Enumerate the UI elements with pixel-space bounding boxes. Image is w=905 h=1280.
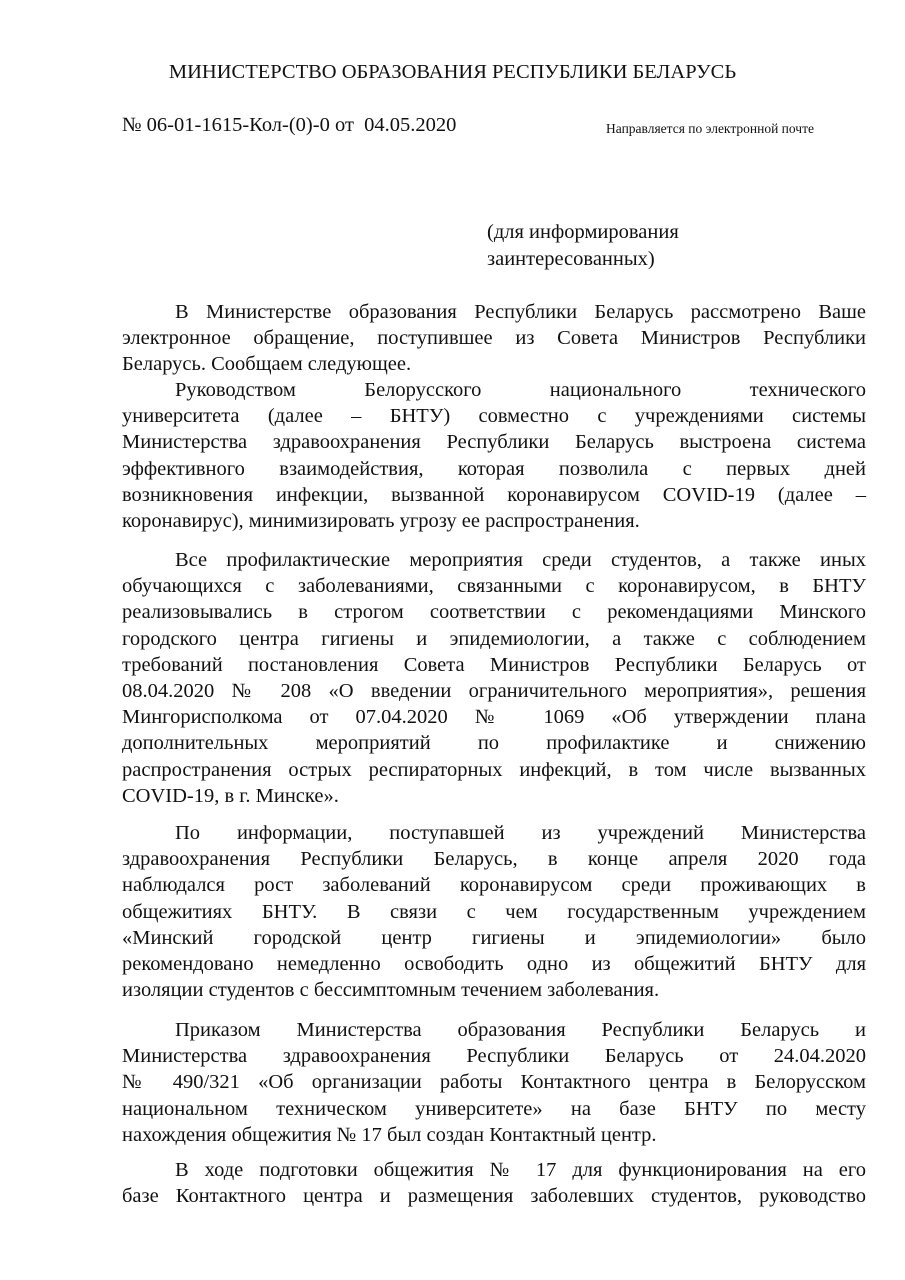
paragraph-line: требований постановления Совета Министров Республики Беларусь от xyxy=(122,653,866,676)
paragraph-line: COVID-19, в г. Минске». xyxy=(122,784,339,807)
paragraph-line: наблюдался рост заболеваний коронавирусом среди проживающих в xyxy=(122,874,866,897)
paragraph-line: 08.04.2020 № 208 «О введении ограничительного мероприятия», решения xyxy=(122,680,866,703)
paragraph-line: возникновения инфекции, вызванной коронавирусом COVID-19 (далее – xyxy=(122,483,866,506)
paragraph-line: эффективного взаимодействия, которая позволила с первых дней xyxy=(122,457,866,480)
addressee-line: заинтересованных) xyxy=(487,247,655,270)
paragraph-line: Мингорисполкома от 07.04.2020 № 1069 «Об утверждении плана xyxy=(122,706,866,729)
paragraph-line: реализовывались в строгом соответствии с рекомендациями Минского xyxy=(122,601,866,624)
paragraph-line: «Минский городской центр гигиены и эпидемиологии» было xyxy=(122,926,866,949)
paragraph xyxy=(122,1157,866,1209)
paragraph-line: коронавирус), минимизировать угрозу ее распространения. xyxy=(122,510,640,533)
paragraph-line: Министерства здравоохранения Республики Беларусь от 24.04.2020 xyxy=(122,1045,866,1068)
paragraph-line: Беларусь. Сообщаем следующее. xyxy=(122,353,412,376)
paragraph-line: По информации, поступавшей из учреждений Министерства xyxy=(175,822,866,844)
paragraph-line: В Министерстве образования Республики Беларусь рассмотрено Ваше xyxy=(175,301,866,323)
paragraph-line: нахождения общежития № 17 был создан Контактный центр. xyxy=(122,1123,657,1146)
paragraph-line: Министерства здравоохранения Республики Беларусь выстроена система xyxy=(122,431,866,454)
paragraph xyxy=(122,547,866,809)
paragraph-line: рекомендовано немедленно освободить одно из общежитий БНТУ для xyxy=(122,953,866,976)
delivery-note: Направляется по электронной почте xyxy=(606,121,814,136)
paragraph-line: обучающихся с заболеваниями, связанными с коронавирусом, в БНТУ xyxy=(122,575,866,598)
paragraph xyxy=(122,1017,866,1148)
paragraph-line: распространения острых респираторных инфекций, в том числе вызванных xyxy=(122,758,866,781)
paragraph xyxy=(122,820,866,1003)
addressee-block xyxy=(487,219,679,272)
ministry-title: МИНИСТЕРСТВО ОБРАЗОВАНИЯ РЕСПУБЛИКИ БЕЛАРУСЬ xyxy=(168,61,737,83)
paragraph-line: Все профилактические мероприятия среди студентов, а также иных xyxy=(175,549,866,571)
paragraph-line: Приказом Министерства образования Республики Беларусь и xyxy=(175,1019,866,1041)
paragraph-line: общежитиях БНТУ. В связи с чем государственным учреждением xyxy=(122,900,866,923)
paragraph-line: дополнительных мероприятий по профилактике и снижению xyxy=(122,732,866,755)
paragraph xyxy=(122,377,866,534)
paragraph-line: городского центра гигиены и эпидемиологии, а также с соблюдением xyxy=(122,627,866,650)
paragraph-line: национальном техническом университете» на базе БНТУ по месту xyxy=(122,1097,866,1120)
addressee-line: (для информирования xyxy=(487,221,679,243)
paragraph xyxy=(122,299,866,378)
paragraph-line: здравоохранения Республики Беларусь, в конце апреля 2020 года xyxy=(122,848,866,871)
paragraph-line: базе Контактного центра и размещения заболевших студентов, руководство xyxy=(122,1185,866,1208)
paragraph-line: Руководством Белорусского национального технического xyxy=(175,379,866,401)
paragraph-line: № 490/321 «Об организации работы Контактного центра в Белорусском xyxy=(122,1071,866,1094)
paragraph-line: В ходе подготовки общежития № 17 для функционирования на его xyxy=(175,1159,866,1181)
document-reference: № 06-01-1615-Кол-(0)-0 от 04.05.2020 xyxy=(122,114,457,136)
paragraph-line: электронное обращение, поступившее из Совета Министров Республики xyxy=(122,327,866,350)
paragraph-line: университета (далее – БНТУ) совместно с учреждениями системы xyxy=(122,405,866,428)
paragraph-line: изоляции студентов с бессимптомным течением заболевания. xyxy=(122,979,660,1002)
